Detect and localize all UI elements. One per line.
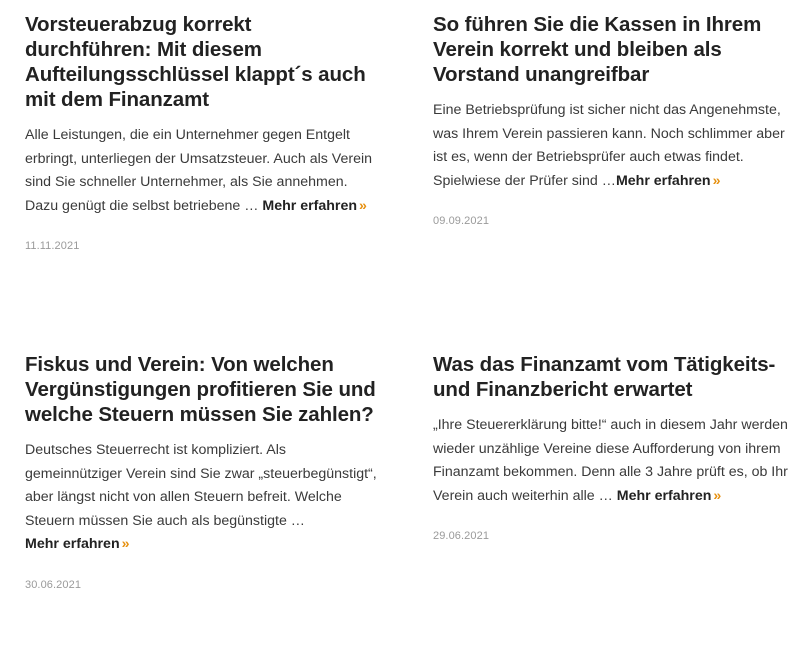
article-excerpt [433,99,789,193]
article-date: 29.06.2021 [433,530,490,542]
read-more-label: Mehr erfahren [615,172,711,189]
double-chevron-right-icon: » [359,197,367,214]
article-excerpt [25,439,381,557]
article-date: 30.06.2021 [25,578,82,591]
article-title[interactable]: Fiskus und Verein: Von welchen Vergünstigungen profitieren Sie und welche Steuern müssen Sie zahlen? [25,353,376,426]
read-more-label: Mehr erfahren [262,197,358,214]
article-card [25,352,381,591]
article-excerpt [433,414,789,508]
article-excerpt-text: Alle Leistungen, die ein Unternehmer gegen Entgelt erbringt, unterliegen der Umsatzsteuer. Auch als Verein sind Sie schneller Unternehmer, als Sie annehmen. Dazu genügt die selbst betriebene … [25,127,372,214]
article-excerpt-text: „Ihre Steuererklärung bitte!“ auch in diesem Jahr werden wieder unzählige Vereine diese Aufforderung von ihrem Finanzamt bekommen. Denn alle 3 Jahre prüft es, ob Ihr Verein auch weiterhin alle … [433,417,788,504]
article-excerpt-text: Deutsches Steuerrecht ist kompliziert. Als gemeinnütziger Verein sind Sie zwar „steuerbegünstigt“, aber längst nicht von allen Steuern befreit. Welche Steuern müssen Sie auch als begünstigte … [25,442,377,529]
read-more-label: Mehr erfahren [25,536,120,552]
article-title[interactable]: So führen Sie die Kassen in Ihrem Verein korrekt und bleiben als Vorstand unangreifbar [433,13,762,86]
read-more-link[interactable] [25,536,130,552]
article-date: 11.11.2021 [25,240,80,252]
article-excerpt-text: Eine Betriebsprüfung ist sicher nicht das Angenehmste, was Ihrem Verein passieren kann. Noch schlimmer aber ist es, wenn der Betriebsprüfer auch etwas findet. Spielwiese der Prüfer sind … [433,102,785,189]
article-title[interactable]: Vorsteuerabzug korrekt durchführen: Mit diesem Aufteilungsschlüssel klappt´s auch mit dem Finanzamt [25,13,366,111]
read-more-link[interactable] [262,198,367,214]
double-chevron-right-icon: » [712,172,721,189]
read-more-link[interactable] [617,488,722,504]
double-chevron-right-icon: » [121,536,130,552]
read-more-label: Mehr erfahren [616,487,712,504]
double-chevron-right-icon: » [713,487,722,504]
article-card [25,12,381,252]
article-card [433,352,789,542]
article-title[interactable]: Was das Finanzamt vom Tätigkeits- und Finanzbericht erwartet [433,353,776,401]
article-card [433,12,789,227]
read-more-link[interactable] [616,173,721,189]
article-excerpt [25,124,381,218]
article-date: 09.09.2021 [433,215,490,227]
